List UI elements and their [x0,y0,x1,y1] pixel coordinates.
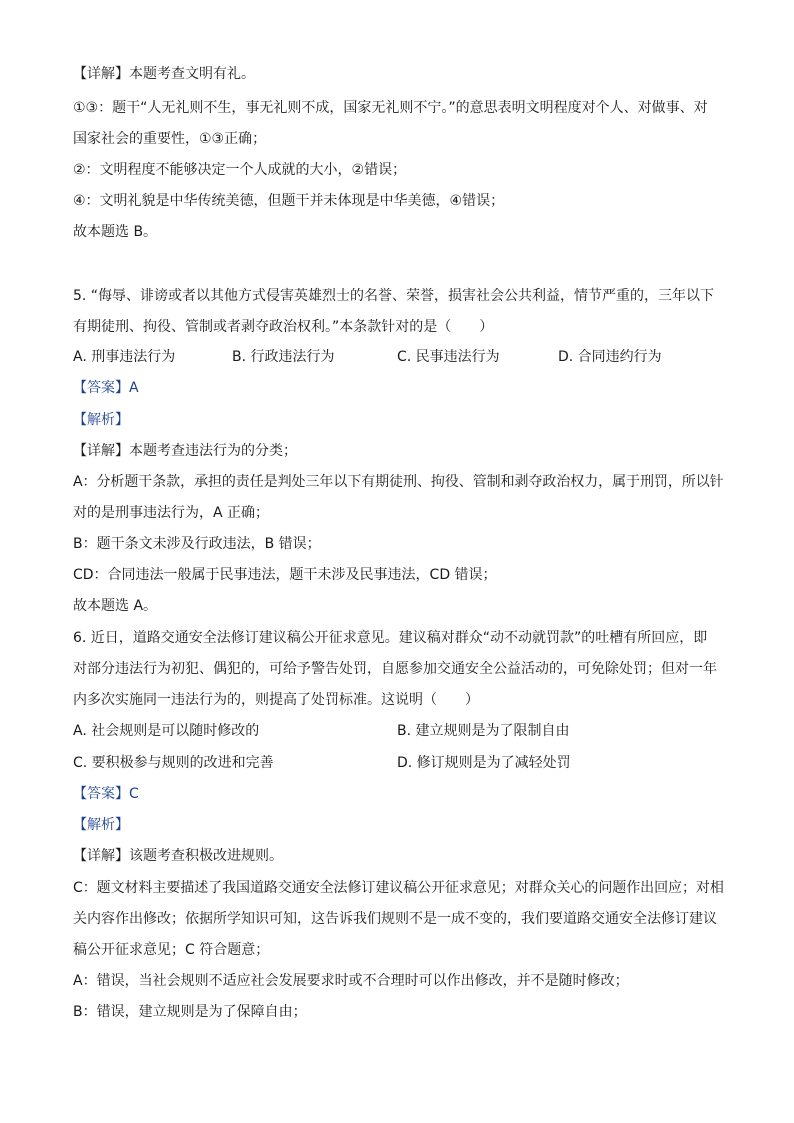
q6-option-d: D. 修订规则是为了减轻处罚 [397,755,571,771]
prev-detail-heading: 【详解】本题考查文明有礼。 [73,66,255,82]
q5-stem: 有期徒刑、拘役、管制或者剥夺政治权利。”本条款针对的是（ ） [73,319,494,335]
q6-stem: 6. 近日，道路交通安全法修订建议稿公开征求意见。建议稿对群众“动不动就罚款”的吐槽有所回应，即 [73,630,708,646]
q6-stem: 内多次实施同一违法行为的，则提高了处罚标准。这说明（ ） [73,692,479,708]
q6-option-a: A. 社会规则是可以随时修改的 [73,723,260,739]
q5-option-b: B. 行政违法行为 [232,349,335,365]
q6-answer: 【答案】C [73,786,139,802]
q5-detail-line: A：分析题干条款，承担的责任是判处三年以下有期徒刑、拘役、管制和剥夺政治权力，属于刑罚，所以针 [73,474,724,490]
q6-detail-line: A：错误，当社会规则不适应社会发展要求时或不合理时可以作出修改，并不是随时修改； [73,973,629,989]
q6-option-c: C. 要积极参与规则的改进和完善 [73,755,274,771]
q6-option-b: B. 建立规则是为了限制自由 [397,723,570,739]
q5-option-a: A. 刑事违法行为 [73,349,176,365]
q6-stem: 对部分违法行为初犯、偶犯的，可给予警告处罚，自愿参加交通安全公益活动的，可免除处罚；但对一年 [73,661,717,677]
q6-detail-line: 稿公开征求意见；C 符合题意； [73,942,270,958]
prev-detail-line: ②：文明程度不能够决定一个人成就的大小，②错误； [73,162,407,178]
prev-detail-line: ④：文明礼貌是中华传统美德，但题干并未体现是中华美德，④错误； [73,193,505,209]
q5-answer: 【答案】A [73,380,139,396]
q5-option-d: D. 合同违约行为 [558,349,662,365]
prev-conclusion: 故本题选 B。 [73,224,158,240]
q5-detail-line: 对的是刑事违法行为，A 正确； [73,505,270,521]
q5-stem: 5. “侮辱、诽谤或者以其他方式侵害英雄烈士的名誉、荣誉，损害社会公共利益，情节严重的，三年以下 [73,288,715,304]
q5-detail-line: CD：合同违法一般属于民事违法，题干未涉及民事违法，CD 错误； [73,567,497,583]
prev-detail-line: ①③：题干“人无礼则不生，事无礼则不成，国家无礼则不宁。”的意思表明文明程度对个人、对做事、对 [73,100,708,116]
q5-detail-line: B：题干条文未涉及行政违法，B 错误； [73,536,321,552]
q5-analysis-label: 【解析】 [73,412,129,428]
q6-detail-line: C：题文材料主要描述了我国道路交通安全法修订建议稿公开征求意见；对群众关心的问题作出回应；对相 [73,880,724,896]
prev-detail-line: 国家社会的重要性，①③正确； [73,131,267,147]
q6-detail-heading: 【详解】该题考查积极改进规则。 [73,848,283,864]
q5-detail-heading: 【详解】本题考查违法行为的分类； [73,443,297,459]
q5-conclusion: 故本题选 A。 [73,598,158,614]
q6-detail-line: 关内容作出修改；依据所学知识可知，这告诉我们规则不是一成不变的，我们要道路交通安全法修订建议 [73,911,717,927]
q5-option-c: C. 民事违法行为 [397,349,500,365]
q6-detail-line: B：错误，建立规则是为了保障自由； [73,1004,307,1020]
q6-analysis-label: 【解析】 [73,817,129,833]
